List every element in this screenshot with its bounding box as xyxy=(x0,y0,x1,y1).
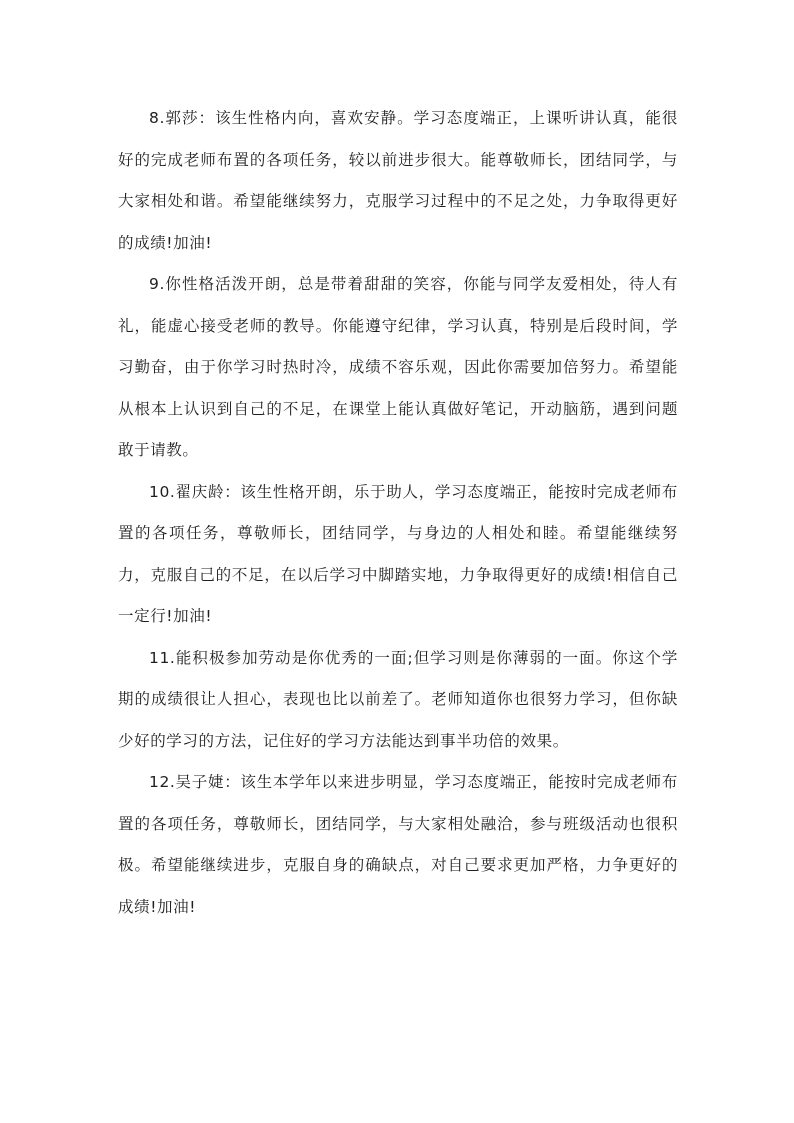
document-body xyxy=(118,98,678,928)
paragraph-9: 9.你性格活泼开朗，总是带着甜甜的笑容，你能与同学友爱相处，待人有礼，能虚心接受老师的教导。你能遵守纪律，学习认真，特别是后段时间，学习勤奋，由于你学习时热时冷，成绩不容乐观，因此你需要加倍努力。希望能从根本上认识到自己的不足，在课堂上能认真做好笔记，开动脑筋，遇到问题敢于请教。 xyxy=(118,275,678,459)
paragraph-8: 8.郭莎：该生性格内向，喜欢安静。学习态度端正，上课听讲认真，能很好的完成老师布置的各项任务，较以前进步很大。能尊敬师长，团结同学，与大家相处和谐。希望能继续努力，克服学习过程中的不足之处，力争取得更好的成绩!加油! xyxy=(118,109,678,252)
paragraph-11: 11.能积极参加劳动是你优秀的一面;但学习则是你薄弱的一面。你这个学期的成绩很让人担心，表现也比以前差了。老师知道你也很努力学习，但你缺少好的学习的方法，记住好的学习方法能达到事半功倍的效果。 xyxy=(118,648,678,750)
paragraph-10: 10.翟庆龄：该生性格开朗，乐于助人，学习态度端正，能按时完成老师布置的各项任务，尊敬师长，团结同学，与身边的人相处和睦。希望能继续努力，克服自己的不足，在以后学习中脚踏实地，力争取得更好的成绩!相信自己一定行!加油! xyxy=(118,482,678,625)
paragraph-12: 12.吴子婕：该生本学年以来进步明显，学习态度端正，能按时完成老师布置的各项任务，尊敬师长，团结同学，与大家相处融洽，参与班级活动也很积极。希望能继续进步，克服自身的确缺点，对自己要求更加严格，力争更好的成绩!加油! xyxy=(118,773,678,916)
